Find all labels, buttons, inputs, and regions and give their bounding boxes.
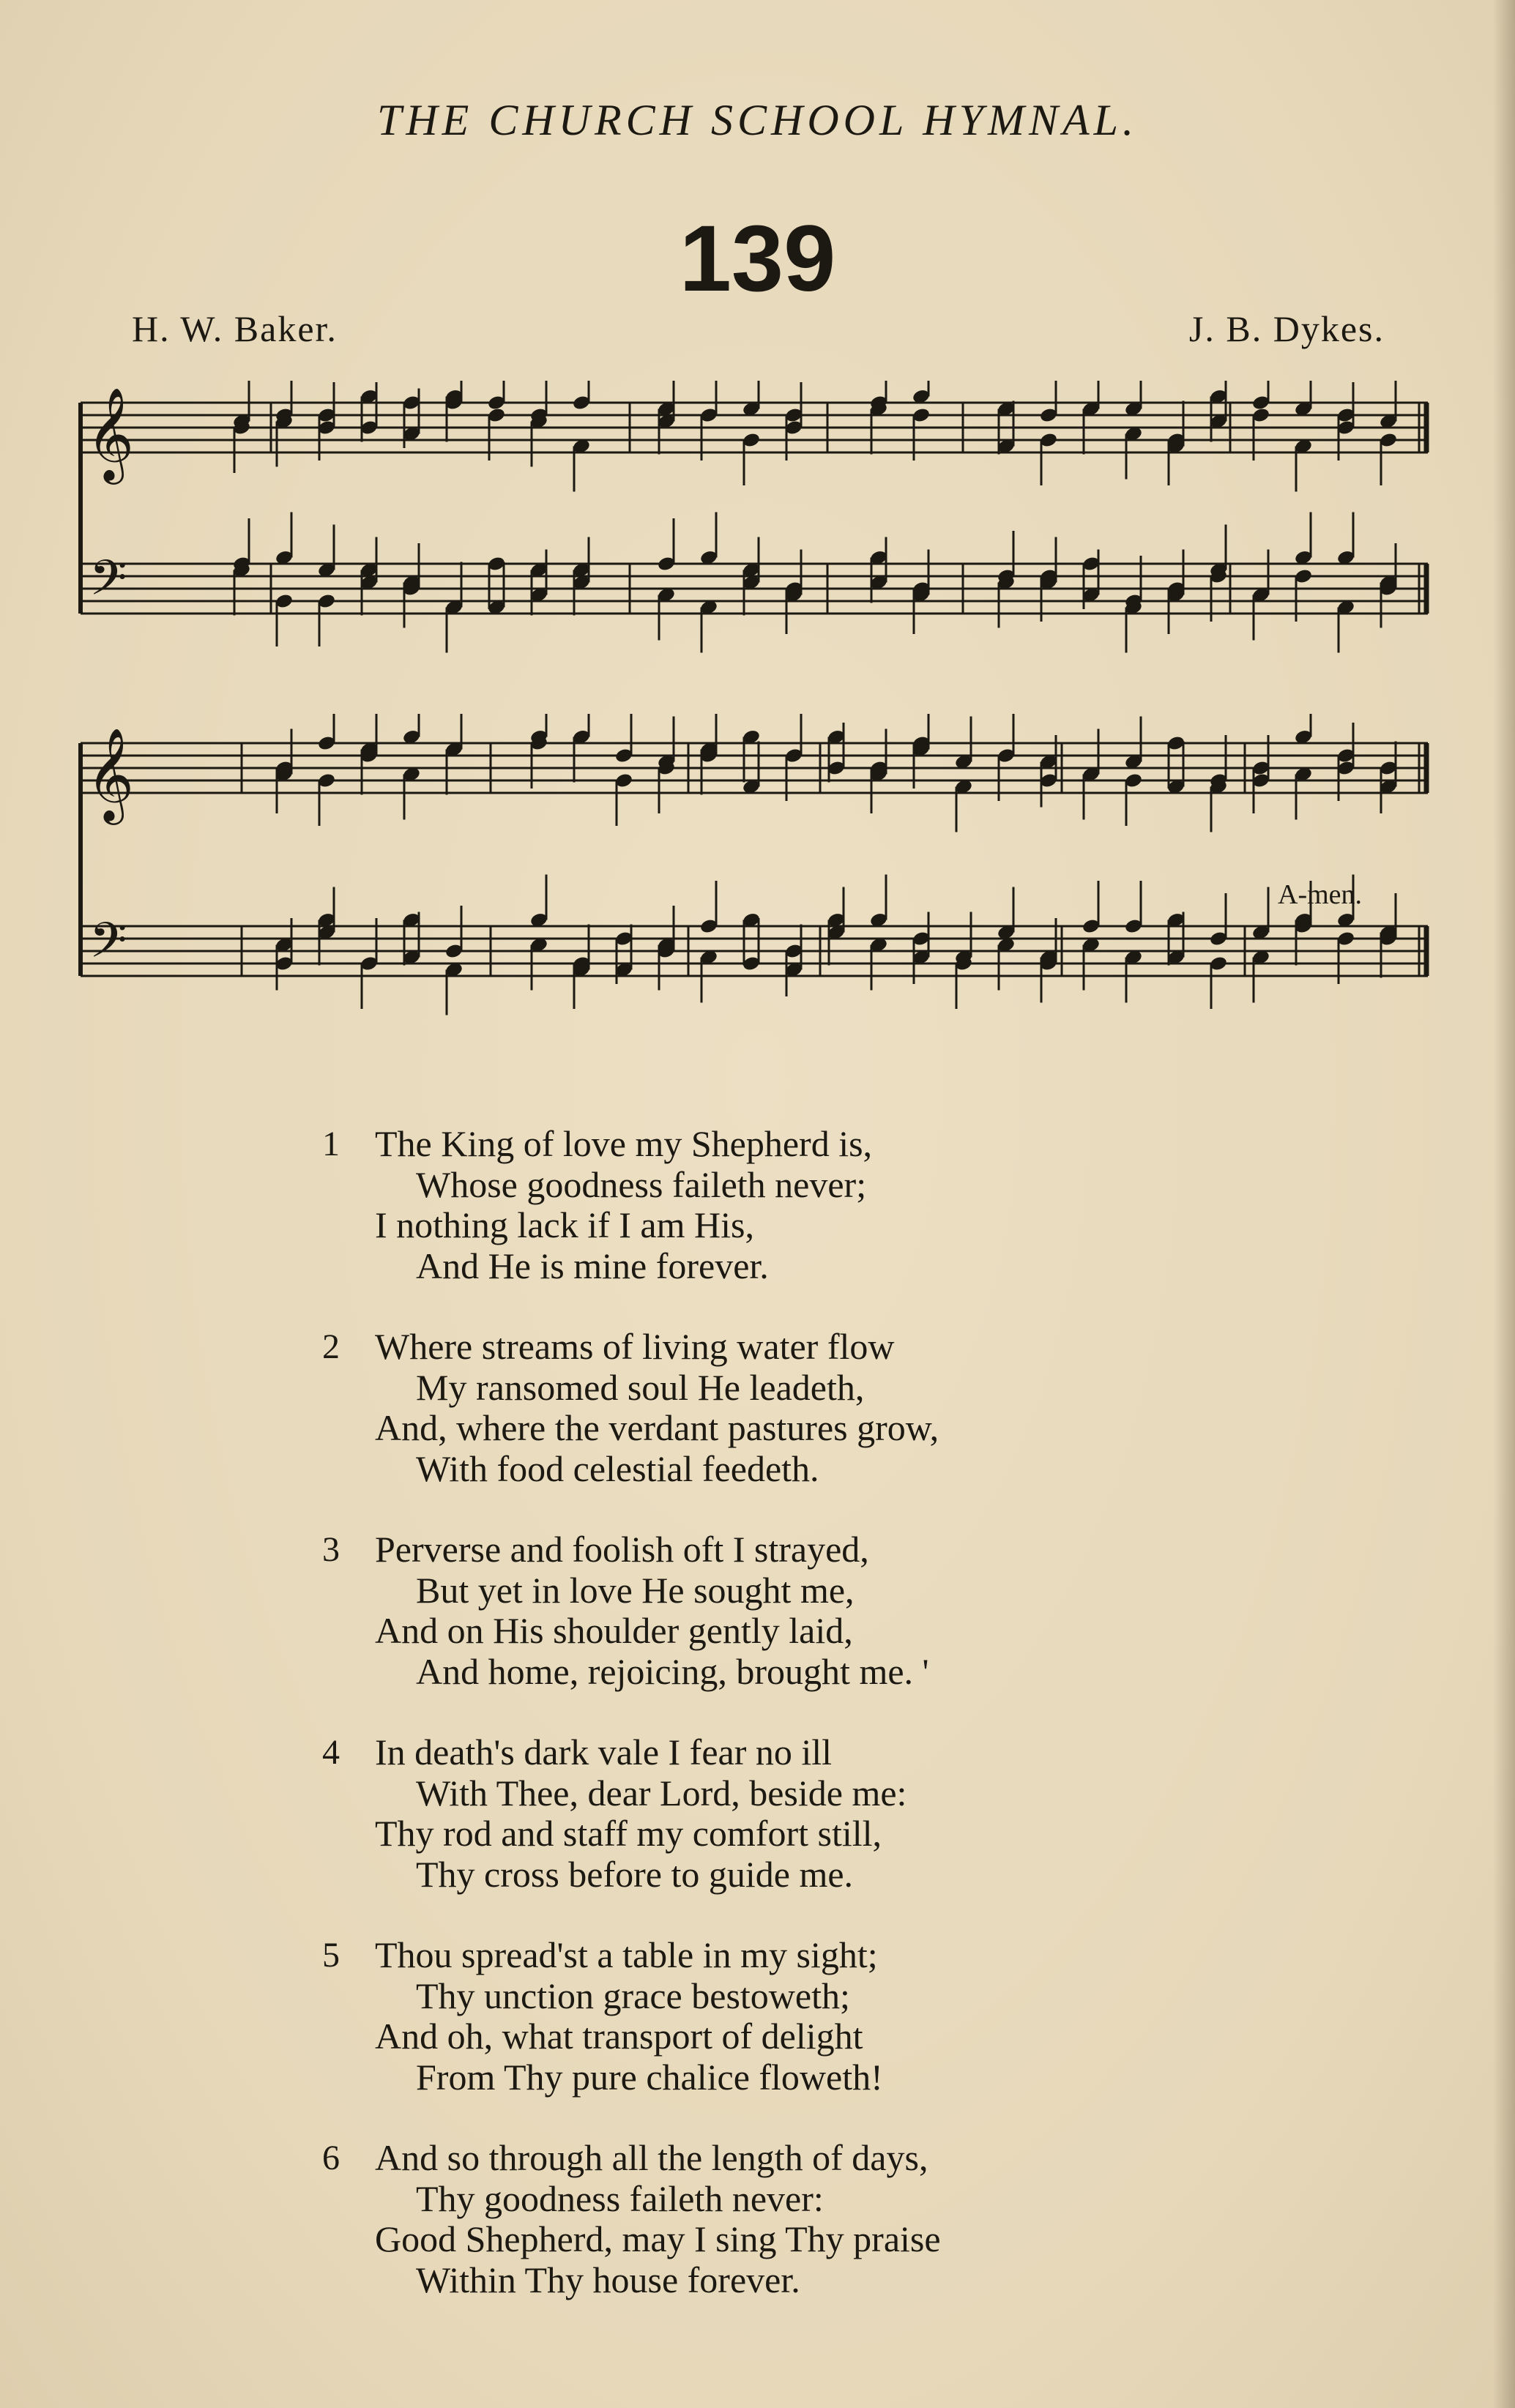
verse-number: 6 bbox=[322, 2139, 340, 2177]
verse-number: 1 bbox=[322, 1125, 340, 1163]
verse-line: And He is mine forever. bbox=[416, 1245, 769, 1286]
verse-line: Whose goodness faileth never; bbox=[416, 1163, 867, 1205]
verse bbox=[322, 2138, 1201, 2300]
verse bbox=[322, 1124, 1201, 1286]
verse-number: 5 bbox=[322, 1936, 340, 1975]
verse-line: But yet in love He sought me, bbox=[416, 1569, 855, 1611]
verse bbox=[322, 1529, 1201, 1692]
hymn-number: 139 bbox=[679, 206, 836, 311]
verse bbox=[322, 1732, 1201, 1895]
page-edge-shadow bbox=[1493, 0, 1515, 2408]
composer-credit: J. B. Dykes. bbox=[1188, 308, 1385, 349]
verse-line: I nothing lack if I am His, bbox=[375, 1204, 754, 1245]
verse-number: 2 bbox=[322, 1327, 340, 1366]
verse-line: From Thy pure chalice floweth! bbox=[416, 2056, 883, 2098]
verse-line: And so through all the length of days, bbox=[375, 2137, 928, 2178]
verse-number: 3 bbox=[322, 1530, 340, 1569]
verse-line: Thy unction grace bestoweth; bbox=[416, 1975, 850, 2016]
verse-line: Thy goodness faileth never: bbox=[416, 2177, 824, 2219]
verse-line: With food celestial feedeth. bbox=[416, 1447, 819, 1489]
treble-clef-icon: 𝄞 bbox=[86, 727, 135, 821]
running-head: THE CHURCH SCHOOL HYMNAL. bbox=[376, 96, 1139, 144]
verse-line: My ransomed soul He leadeth, bbox=[416, 1366, 865, 1408]
verse-line: Good Shepherd, may I sing Thy praise bbox=[375, 2218, 941, 2259]
verse-line: Thou spread'st a table in my sight; bbox=[375, 1934, 878, 1975]
music-system-2 bbox=[73, 714, 1435, 1051]
verse-number: 4 bbox=[322, 1733, 340, 1772]
verse-line: Where streams of living water flow bbox=[375, 1326, 895, 1367]
verse-line: And home, rejoicing, brought me. ' bbox=[416, 1650, 929, 1692]
music-system-1 bbox=[73, 381, 1435, 674]
amen-label: A-men. bbox=[1278, 879, 1363, 910]
bass-clef-icon: 𝄢 bbox=[89, 550, 127, 618]
verse-line: And, where the verdant pastures grow, bbox=[375, 1407, 939, 1448]
verse-line: And oh, what transport of delight bbox=[375, 2016, 863, 2057]
verse-line: Perverse and foolish oft I strayed, bbox=[375, 1529, 869, 1570]
verse-line: With Thee, dear Lord, beside me: bbox=[416, 1772, 907, 1814]
verse-line: The King of love my Shepherd is, bbox=[375, 1123, 873, 1164]
music-score-system-2 bbox=[73, 714, 1435, 1051]
bass-clef-icon: 𝄢 bbox=[89, 912, 127, 980]
author-credit: H. W. Baker. bbox=[132, 308, 338, 349]
verse-line: Within Thy house forever. bbox=[416, 2259, 800, 2300]
verse-line: Thy cross before to guide me. bbox=[416, 1853, 854, 1895]
verse-list bbox=[322, 1124, 1201, 2341]
verse-line: In death's dark vale I fear no ill bbox=[375, 1732, 833, 1773]
verse bbox=[322, 1327, 1201, 1489]
verse-line: And on His shoulder gently laid, bbox=[375, 1610, 853, 1651]
verse bbox=[322, 1935, 1201, 2098]
treble-clef-icon: 𝄞 bbox=[86, 387, 135, 480]
verse-line: Thy rod and staff my comfort still, bbox=[375, 1813, 882, 1854]
music-score-system-1 bbox=[73, 381, 1435, 674]
